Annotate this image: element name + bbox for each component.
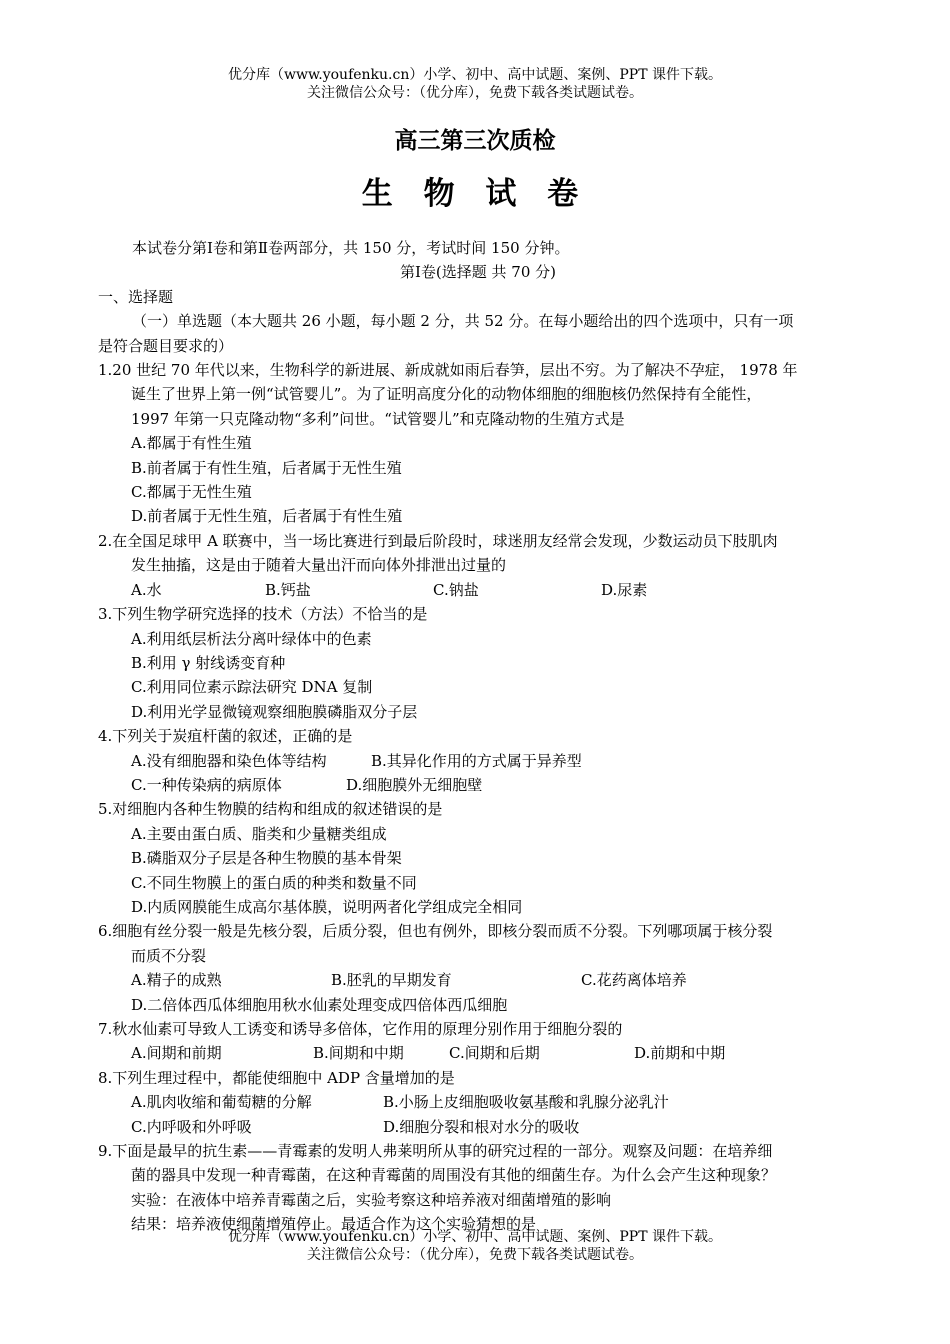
question-9-stem-cont: 菌的器具中发现一种青霉菌，在这种青霉菌的周围没有其他的细菌生存。为什么会产生这种现象？ — [131, 1166, 777, 1185]
option-b: B.磷脂双分子层是各种生物膜的基本骨架 — [131, 849, 402, 868]
option-d: D.内质网膜能生成高尔基体膜，说明两者化学组成完全相同 — [131, 897, 523, 916]
question-2-stem-cont: 发生抽搐，这是由于随着大量出汗而向体外排泄出过量的 — [131, 556, 507, 575]
question-8-options-row-1 — [98, 1090, 858, 1114]
option-d: D.细胞膜外无细胞壁 — [346, 775, 483, 794]
question-1-stem-cont: 诞生了世界上第一例“试管婴儿”。为了证明高度分化的动物体细胞的细胞核仍然保持有全能性， — [131, 385, 762, 404]
option-b: B.其异化作用的方式属于异养型 — [371, 751, 582, 770]
header-line-1: 优分库（www.youfenku.cn）小学、初中、高中试题、案例、PPT 课件下载。 — [227, 67, 722, 83]
option-d: D.二倍体西瓜体细胞用秋水仙素处理变成四倍体西瓜细胞 — [131, 995, 508, 1014]
question-6-stem-cont: 而质不分裂 — [131, 946, 207, 965]
question-6-stem: 6.细胞有丝分裂一般是先核分裂，后质分裂，但也有例外，即核分裂而质不分裂。下列哪项属于核分裂 — [98, 922, 773, 941]
header-line-2: 关注微信公众号：（优分库），免费下载各类试题试卷。 — [307, 85, 643, 101]
question-9 — [98, 1139, 858, 1237]
option-d: D.尿素 — [601, 580, 648, 599]
option-d: D.前期和中期 — [634, 1044, 726, 1063]
question-6-options-row-1 — [98, 968, 858, 992]
section-heading: 一、选择题 — [98, 287, 174, 306]
footer-line-1: 优分库（www.youfenku.cn）小学、初中、高中试题、案例、PPT 课件下载。 — [227, 1229, 722, 1245]
question-8-options-row-2 — [98, 1115, 858, 1139]
subsection-instructions: （一）单选题（本大题共 26 小题，每小题 2 分，共 52 分。在每小题给出的四个选项中，只有一项 — [132, 312, 794, 331]
option-a: A.没有细胞器和染色体等结构 — [131, 751, 327, 770]
footer-line-2: 关注微信公众号：（优分库），免费下载各类试题试卷。 — [307, 1247, 643, 1263]
question-9-stem: 9.下面是最早的抗生素——青霉素的发明人弗莱明所从事的研究过程的一部分。观察及问题：在培养细 — [98, 1142, 773, 1161]
question-4-stem: 4.下列关于炭疽杆菌的叙述，正确的是 — [98, 727, 353, 746]
option-b: B.钙盐 — [265, 580, 311, 599]
exam-title: 高三第三次质检 — [394, 128, 556, 154]
option-b: B.胚乳的早期发育 — [331, 971, 452, 990]
question-6 — [98, 919, 858, 1017]
option-c: C.内呼吸和外呼吸 — [131, 1117, 252, 1136]
option-b: B.前者属于有性生殖，后者属于无性生殖 — [131, 458, 402, 477]
option-a: A.间期和前期 — [131, 1044, 222, 1063]
question-4 — [98, 724, 858, 797]
question-2-options — [98, 578, 858, 602]
question-7 — [98, 1017, 858, 1066]
option-a: A.利用纸层析法分离叶绿体中的色素 — [131, 629, 372, 648]
question-4-options-row-2 — [98, 773, 858, 797]
exam-body — [98, 236, 858, 1237]
option-a: A.主要由蛋白质、脂类和少量糖类组成 — [131, 824, 387, 843]
subsection-instructions-cont: 是符合题目要求的） — [98, 336, 234, 355]
option-a: A.水 — [131, 580, 162, 599]
question-7-options — [98, 1041, 858, 1065]
option-b: B.利用 γ 射线诱变育种 — [131, 653, 286, 672]
option-c: C.花药离体培养 — [581, 971, 687, 990]
page-header — [0, 66, 950, 102]
question-5-stem: 5.对细胞内各种生物膜的结构和组成的叙述错误的是 — [98, 800, 443, 819]
question-1 — [98, 358, 858, 529]
question-3 — [98, 602, 858, 724]
question-5 — [98, 797, 858, 919]
intro-text: 本试卷分第Ⅰ卷和第Ⅱ卷两部分，共 150 分，考试时间 150 分钟。 — [132, 239, 570, 257]
option-d: D.细胞分裂和根对水分的吸收 — [383, 1117, 580, 1136]
option-c: C.间期和后期 — [449, 1044, 540, 1063]
exam-subject-title: 生 物 试 卷 — [361, 176, 589, 212]
question-1-stem: 1.20 世纪 70 年代以来，生物科学的新进展、新成就如雨后春笋，层出不穷。为了解决不孕症， 1978 年 — [98, 361, 798, 380]
option-a: A.肌肉收缩和葡萄糖的分解 — [131, 1093, 312, 1112]
question-3-stem: 3.下列生物学研究选择的技术（方法）不恰当的是 — [98, 605, 428, 624]
option-b: B.间期和中期 — [313, 1044, 404, 1063]
option-c: C.一种传染病的病原体 — [131, 775, 282, 794]
option-c: C.利用同位素示踪法研究 DNA 复制 — [131, 678, 373, 697]
option-c: C.不同生物膜上的蛋白质的种类和数量不同 — [131, 873, 417, 892]
question-8 — [98, 1066, 858, 1139]
page-footer — [0, 1228, 950, 1264]
option-a: A.都属于有性生殖 — [131, 434, 252, 453]
option-a: A.精子的成熟 — [131, 971, 222, 990]
question-9-result: 结果：培养液使细菌增殖停止。最适合作为这个实验猜想的是 — [131, 1215, 537, 1234]
option-d: D.前者属于无性生殖，后者属于有性生殖 — [131, 507, 403, 526]
option-b: B.小肠上皮细胞吸收氨基酸和乳腺分泌乳汁 — [383, 1093, 669, 1112]
question-8-stem: 8.下列生理过程中，都能使细胞中 ADP 含量增加的是 — [98, 1068, 455, 1087]
question-2-stem: 2.在全国足球甲 A 联赛中，当一场比赛进行到最后阶段时，球迷朋友经常会发现，少数运动员下肢肌肉 — [98, 531, 778, 550]
question-4-options-row-1 — [98, 749, 858, 773]
question-9-experiment: 实验：在液体中培养青霉菌之后，实验考察这种培养液对细菌增殖的影响 — [131, 1190, 612, 1209]
option-d: D.利用光学显微镜观察细胞膜磷脂双分子层 — [131, 702, 418, 721]
part-one-heading: 第Ⅰ卷(选择题 共 70 分) — [399, 263, 557, 282]
question-1-stem-cont2: 1997 年第一只克隆动物“多利”问世。“试管婴儿”和克隆动物的生殖方式是 — [131, 409, 625, 428]
question-7-stem: 7.秋水仙素可导致人工诱变和诱导多倍体，它作用的原理分别作用于细胞分裂的 — [98, 1020, 623, 1038]
option-c: C.钠盐 — [433, 580, 479, 599]
question-2 — [98, 529, 858, 602]
option-c: C.都属于无性生殖 — [131, 483, 252, 502]
